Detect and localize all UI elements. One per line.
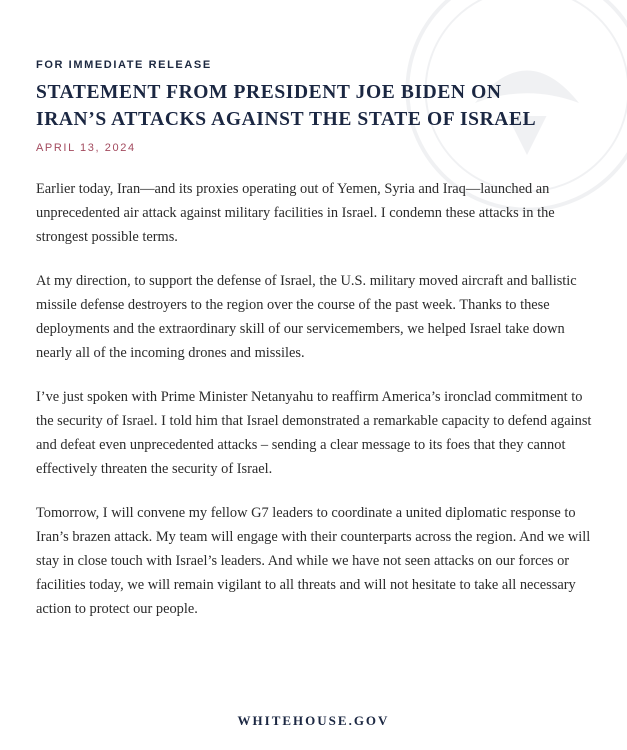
paragraph-1: Earlier today, Iran—and its proxies operating out of Yemen, Syria and Iraq—launched an unprecedented air attack against military facilities in Israel. I condemn these attacks in the strongest possible terms. xyxy=(36,181,555,245)
release-kicker: FOR IMMEDIATE RELEASE xyxy=(36,59,212,71)
release-date: APRIL 13, 2024 xyxy=(36,142,136,154)
page-title xyxy=(36,79,596,133)
paragraph-4: Tomorrow, I will convene my fellow G7 leaders to coordinate a united diplomatic response to Iran’s brazen attack. My team will engage with their counterparts across the region. And we will stay in close touch with Israel’s leaders. And while we have not seen attacks on our forces or facilities today, we will remain vigilant to all threats and will not hesitate to take all necessary action to protect our people. xyxy=(36,505,591,617)
paragraph-2: At my direction, to support the defense of Israel, the U.S. military moved aircraft and ballistic missile defense destroyers to the region over the course of the past week. Thanks to these deployments and the extraordinary skill of our servicemembers, we helped Israel take down nearly all of the incoming drones and missiles. xyxy=(36,273,577,361)
footer-site-link[interactable]: WHITEHOUSE.GOV xyxy=(237,713,390,728)
statement-body xyxy=(36,177,596,641)
title-line-1: STATEMENT FROM PRESIDENT JOE BIDEN ON xyxy=(36,82,502,103)
title-line-2: IRAN’S ATTACKS AGAINST THE STATE OF ISRAEL xyxy=(36,109,537,130)
paragraph-3: I’ve just spoken with Prime Minister Netanyahu to reaffirm America’s ironclad commitment to the security of Israel. I told him that Israel demonstrated a remarkable capacity to defend against and defeat even unprecedented attacks – sending a clear message to its foes that they cannot effectively threaten the security of Israel. xyxy=(36,389,592,477)
